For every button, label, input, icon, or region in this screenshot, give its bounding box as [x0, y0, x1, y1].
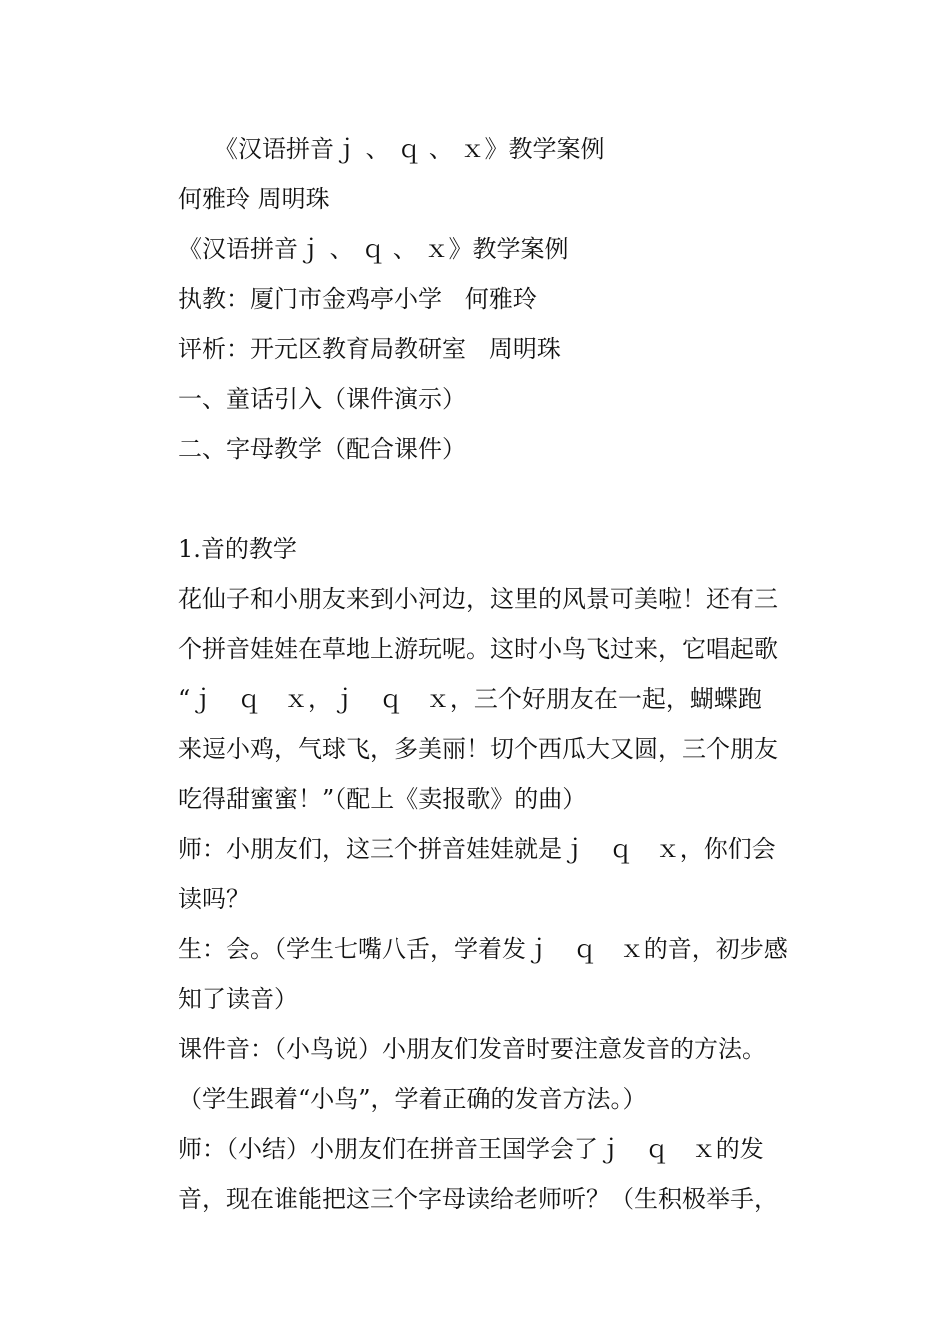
paragraph-line: 个拼音娃娃在草地上游玩呢。这时小鸟飞过来，它唱起歌 [178, 635, 778, 663]
paragraph-line: 读吗？ [178, 885, 250, 913]
reviewer-line: 评析：开元区教育局教研室 周明珠 [178, 335, 561, 363]
paragraph-line: 来逗小鸡，气球飞，多美丽！切个西瓜大又圆，三个朋友 [178, 735, 778, 763]
section-heading-1: 一、童话引入（课件演示） [178, 385, 466, 413]
paragraph-line: 花仙子和小朋友来到小河边，这里的风景可美啦！还有三 [178, 585, 778, 613]
paragraph-line: （学生跟着“小鸟”，学着正确的发音方法。） [178, 1085, 647, 1113]
document-title: 《汉语拼音ｊ 、 ｑ 、 ｘ》教学案例 [214, 135, 605, 163]
blank-line [178, 474, 818, 524]
authors-line: 何雅玲 周明珠 [178, 185, 330, 213]
paragraph-line: 生：会。（学生七嘴八舌，学着发ｊ ｑ ｘ的音，初步感 [178, 935, 788, 963]
section-heading-2: 二、字母教学（配合课件） [178, 435, 466, 463]
teacher-line: 执教：厦门市金鸡亭小学 何雅玲 [178, 285, 537, 313]
case-title: 《汉语拼音ｊ 、 ｑ 、 ｘ》教学案例 [178, 235, 569, 263]
paragraph-line: “ｊ ｑ ｘ，ｊ ｑ ｘ，三个好朋友在一起，蝴蝶跑 [178, 685, 762, 713]
paragraph-line: 师：（小结）小朋友们在拼音王国学会了ｊ ｑ ｘ的发 [178, 1135, 764, 1163]
paragraph-line: 吃得甜蜜蜜！”（配上《卖报歌》的曲） [178, 785, 587, 813]
subsection-heading: 1.音的教学 [178, 535, 297, 563]
paragraph-line: 知了读音） [178, 985, 298, 1013]
paragraph-line: 师：小朋友们，这三个拼音娃娃就是ｊ ｑ ｘ，你们会 [178, 835, 776, 863]
paragraph-line: 音，现在谁能把这三个字母读给老师听？（生积极举手， [178, 1185, 778, 1213]
paragraph-line: 课件音：（小鸟说）小朋友们发音时要注意发音的方法。 [178, 1035, 766, 1063]
